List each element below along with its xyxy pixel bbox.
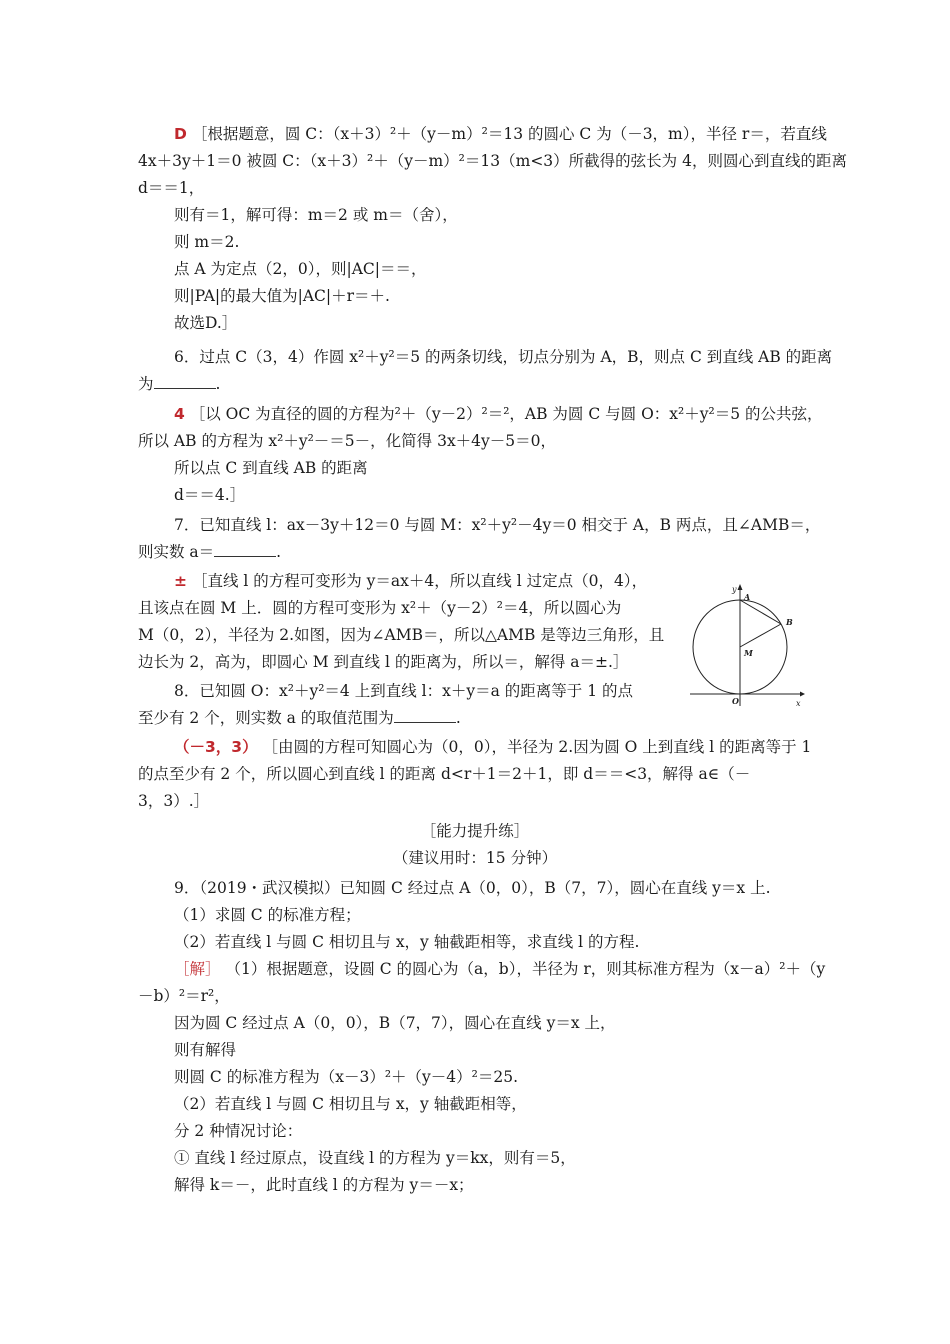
text-line: ① 直线 l 经过原点，设直线 l 的方程为 y＝kx，则有＝5， xyxy=(174,1149,576,1167)
y-axis-label: y xyxy=(732,585,737,594)
point-m-label: M xyxy=(744,648,753,658)
x-axis-label: x xyxy=(796,699,801,708)
text-line: D ［根据题意，圆 C：（x＋3）²＋（y－m）²＝13 的圆心 C 为（－3，m），半径 r＝，若直线 xyxy=(174,125,827,143)
question-7: 7．已知直线 l：ax－3y＋12＝0 与圆 M：x²＋y²－4y＝0 相交于 A，B 两点，且∠AMB＝， xyxy=(174,516,821,534)
text-line: 4x＋3y＋1＝0 被圆 C：（x＋3）²＋（y－m）²＝13（m<3）所截得的弦长为 4，则圆心到直线的距离 xyxy=(138,152,847,170)
text-line: （2）若直线 l 与圆 C 相切且与 x，y 轴截距相等，求直线 l 的方程. xyxy=(174,933,640,951)
section-subheading: （建议用时：15 分钟） xyxy=(392,849,558,867)
text-line: （2）若直线 l 与圆 C 相切且与 x，y 轴截距相等， xyxy=(174,1095,527,1113)
text-line: －b）²＝r²， xyxy=(138,987,230,1005)
text-line: 则|PA|的最大值为|AC|＋r＝＋. xyxy=(174,287,390,305)
text-line: 3，3）.］ xyxy=(138,792,210,810)
text-line: 故选D.］ xyxy=(174,314,238,332)
text-line: 所以点 C 到直线 AB 的距离 xyxy=(174,459,368,477)
point-a-label: A xyxy=(744,592,751,602)
text-line: （1）求圆 C 的标准方程； xyxy=(174,906,361,924)
answer-tag: 4 xyxy=(174,405,185,423)
text-line: d＝＝1， xyxy=(138,179,205,197)
answer-tag: （－3，3） xyxy=(174,738,258,756)
text-line: 则实数 a＝ . xyxy=(138,543,282,561)
answer-blank xyxy=(214,542,276,557)
answer-tag: ± xyxy=(174,572,187,590)
question-8: 8．已知圆 O：x²＋y²＝4 上到直线 l：x＋y＝a 的距离等于 1 的点 xyxy=(174,682,633,700)
text-line: M（0，2），半径为 2.如图，因为∠AMB＝，所以△AMB 是等边三角形，且 xyxy=(138,626,665,644)
solution-tag: ［解］ xyxy=(174,960,221,978)
point-b-label: B xyxy=(786,617,793,627)
answer-blank xyxy=(154,374,216,389)
text-line: 则有＝1，解可得：m＝2 或 m＝（舍）， xyxy=(174,206,458,224)
answer-blank xyxy=(394,708,456,723)
text-line: ［解］ （1）根据题意，设圆 C 的圆心为（a，b），半径为 r，则其标准方程为（x－a）²＋（y xyxy=(174,960,826,978)
answer-tag: D xyxy=(174,125,187,143)
text-line: 则 m＝2. xyxy=(174,233,240,251)
text-line: ± ［直线 l 的方程可变形为 y＝ax＋4，所以直线 l 过定点（0，4）， xyxy=(174,572,648,590)
text-line: d＝＝4.］ xyxy=(174,486,246,504)
text-line: 则有解得 xyxy=(174,1041,237,1059)
text-line: 则圆 C 的标准方程为（x－3）²＋（y－4）²＝25. xyxy=(174,1068,519,1086)
section-heading: ［能力提升练］ xyxy=(420,822,530,840)
question-6: 6．过点 C（3，4）作圆 x²＋y²＝5 的两条切线，切点分别为 A，B，则点 C 到直线 AB 的距离 xyxy=(174,348,833,366)
text-line: 至少有 2 个，则实数 a 的取值范围为 . xyxy=(138,709,461,727)
text-line: 且该点在圆 M 上．圆的方程可变形为 x²＋（y－2）²＝4，所以圆心为 xyxy=(138,599,622,617)
text-line: 的点至少有 2 个，所以圆心到直线 l 的距离 d<r＋1＝2＋1，即 d＝＝<3，解得 a∈（－ xyxy=(138,765,751,783)
text-line: 解得 k＝－，此时直线 l 的方程为 y＝－x； xyxy=(174,1176,474,1194)
text-line: 因为圆 C 经过点 A（0，0），B（7，7），圆心在直线 y＝x 上， xyxy=(174,1014,616,1032)
text-line: 所以 AB 的方程为 x²＋y²－＝5－，化简得 3x＋4y－5＝0， xyxy=(138,432,557,450)
text-line: 4 ［以 OC 为直径的圆的方程为²＋（y－2）²＝²，AB 为圆 C 与圆 O：x²＋y²＝5 的公共弦， xyxy=(174,405,823,423)
segment-mb xyxy=(740,624,781,647)
text-line: 为 . xyxy=(138,375,221,393)
x-axis-arrow xyxy=(800,692,805,697)
text-line: 边长为 2，高为，即圆心 M 到直线 l 的距离为，所以＝，解得 a＝±.］ xyxy=(138,653,629,671)
text-line: 分 2 种情况讨论： xyxy=(174,1122,303,1140)
text-line: 点 A 为定点（2，0），则|AC|＝＝， xyxy=(174,260,427,278)
question-9: 9．（2019・武汉模拟）已知圆 C 经过点 A（0，0），B（7，7），圆心在直线 y＝x 上. xyxy=(174,879,771,897)
circle-diagram xyxy=(688,582,808,710)
segment-ab xyxy=(740,600,781,624)
y-axis-arrow xyxy=(738,584,743,590)
origin-label: O xyxy=(732,696,739,706)
text-line: （－3，3） ［由圆的方程可知圆心为（0，0），半径为 2.因为圆 O 上到直线 l 的距离等于 1 xyxy=(174,738,812,756)
